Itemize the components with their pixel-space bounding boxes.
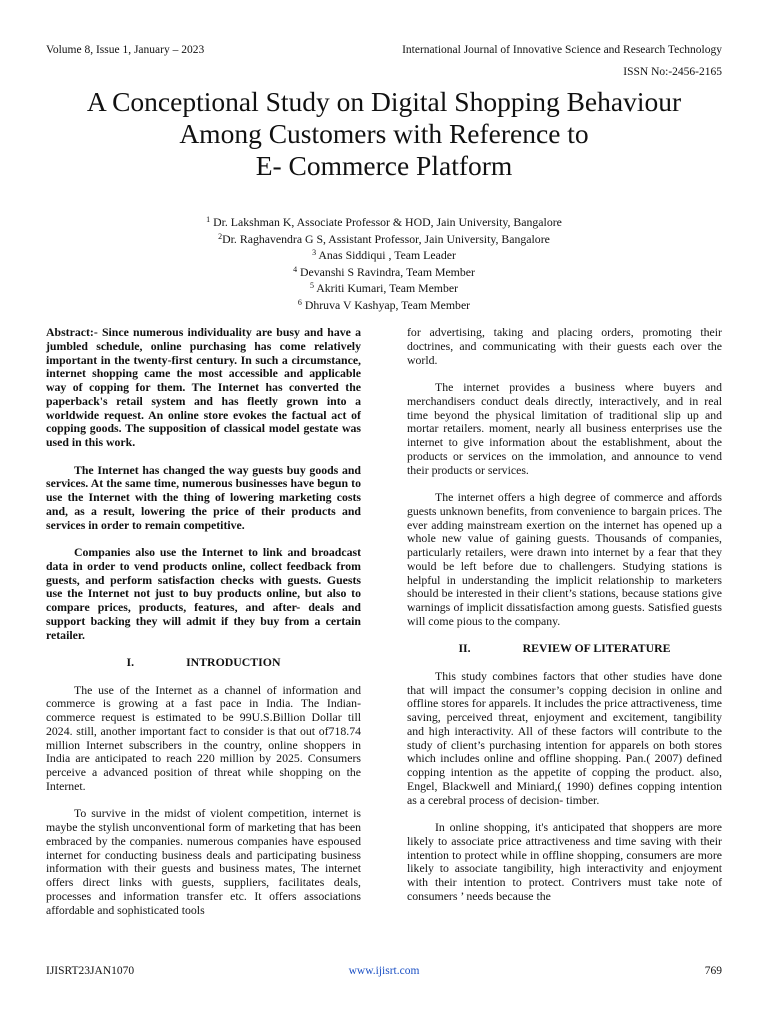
abstract-paragraph: Companies also use the Internet to link and broadcast data in order to vend products online, collect feedback from guests, and perform satisfaction checks with guests. Guests use the Internet not just to buy products online, but also to compare prices, products, features, and after- deals and support backing they will admit if they buy from a certain retailer. (46, 545, 361, 642)
author-line: $^4$ Devanshi S Ravindra, Team Member (293, 264, 475, 279)
running-header-volume: Volume 8, Issue 1, January – 2023 (46, 44, 205, 56)
section-heading-introduction: I. INTRODUCTION (126, 655, 281, 669)
body-paragraph: To survive in the midst of violent competition, internet is maybe the stylish unconventional form of marketing that has been embraced by the companies. numerous companies have espoused internet for conducting business deals and participating business information with their guests and business mates, The internet offers direct links with guests, suppliers, facilitates deals, processes and information transfer etc. It offers associations affordable and sophisticated tools (46, 806, 361, 917)
title-line: A Conceptional Study on Digital Shopping Behaviour (86, 86, 682, 117)
section-heading-review-of-literature: II. REVIEW OF LITERATURE (458, 641, 671, 656)
footer-page-number: 769 (704, 965, 722, 977)
abstract-paragraph: The Internet has changed the way guests buy goods and services. At the same time, numerous businesses have begun to use the Internet with the thing of lowering marketing costs and, as a result, lowering the price of their products and services in order to remain competitive. (46, 462, 361, 532)
body-paragraph: In online shopping, it's anticipated that shoppers are more likely to associate price attractiveness and time saving with their intention to protect while in offline shopping, consumers are more likely to associate tangibility, high interactivity and enjoyment with their intention to protect. Contrivers must take note of consumers ’ needs because the (407, 820, 722, 903)
running-header-journal: International Journal of Innovative Science and Research Technology (402, 44, 722, 56)
author-line: $^5$ Akriti Kumari, Team Member (309, 281, 459, 295)
paper-title (30, 86, 738, 182)
author-line: $^3$ Anas Siddiqui , Team Leader (312, 248, 456, 262)
body-paragraph: The internet provides a business where buyers and merchandisers conduct deals directly, interactively, and in real time beyond the physical limitation of traditional slip up and mortar retailers. moment, nearly all business enterprises use the internet to give information about the establishment, about the products or services on the immolation, and announce to vend their products or services. (407, 380, 722, 477)
title-line: Among Customers with Reference to (179, 118, 589, 149)
left-column (46, 326, 361, 931)
body-paragraph: The use of the Internet as a channel of information and commerce is growing at a fast pace in India. The Indian-commerce request is estimated to be 99U.S.Billion Dollar till 2024. still, another important fact to consider is that out of718.74 million Internet subscribers in the country, online shoppers in India are anticipated to reach 220 million by 2025. Consumers perceive a advanced position of threat while shopping on the Internet. (46, 682, 361, 793)
footer-doc-id: IJISRT23JAN1070 (46, 965, 135, 977)
author-list (60, 213, 708, 312)
body-paragraph: The internet offers a high degree of commerce and affords guests unknown benefits, from convenience to bargain prices. The ever adding mainstream exertion on the internet has opened up a whole new value of gaining guests. Thousands of companies, particularly retailers, were drawn into internet by a fear that they would be left before due to challengers. Studying stations is helpful in understanding the implicit relationship to marketers should be interested in their client’s stations, because stations give warnings of implicit dissatisfaction among guests. Satisfied guests will come pious to the company. (407, 490, 722, 628)
author-line: $^2$Dr. Raghavendra G S, Assistant Professor, Jain University, Bangalore (218, 231, 550, 246)
body-paragraph: This study combines factors that other studies have done that will impact the consumer’s copping decision in online and offline stores for apparels. It includes the price attractiveness, time saving, perceived threat, enjoyment and excitement, tangibility and high interactivity. All of these factors will contribute to the study of client’s purchasing intention for apparels on both stores which includes online and offline shopping. Pan.( 2007) defined copping intention as the appetite of copping the product. also, Engel, Blackwell and Miniard,( 1990) defines copping intention as a cerebral process of decision- timber. (407, 668, 722, 807)
body-paragraph: for advertising, taking and placing orders, promoting their doctrines, and communicating with their guests each over the world. (407, 325, 722, 367)
footer-website-link[interactable]: www.ijisrt.com (348, 965, 420, 977)
running-header-issn: ISSN No:-2456-2165 (623, 66, 722, 78)
abstract-paragraph: Abstract:- Since numerous individuality are busy and have a jumbled schedule, online purchasing has come relatively important in the twenty-first century. In such a circumstance, internet shopping came the most accessible and applicable way of copping for them. The Internet has converted the paperback's retail system and has fleetly grown into a worldwide request. An online store evokes the factual act of copping goods. The supposition of classical model gestate was used in this work. (46, 325, 361, 449)
right-column (407, 326, 722, 917)
author-line: $^1$ Dr. Lakshman K, Associate Professor & HOD, Jain University, Bangalore (206, 215, 562, 229)
title-line: E- Commerce Platform (255, 150, 513, 181)
author-line: $^6$ Dhruva V Kashyap, Team Member (297, 297, 471, 312)
